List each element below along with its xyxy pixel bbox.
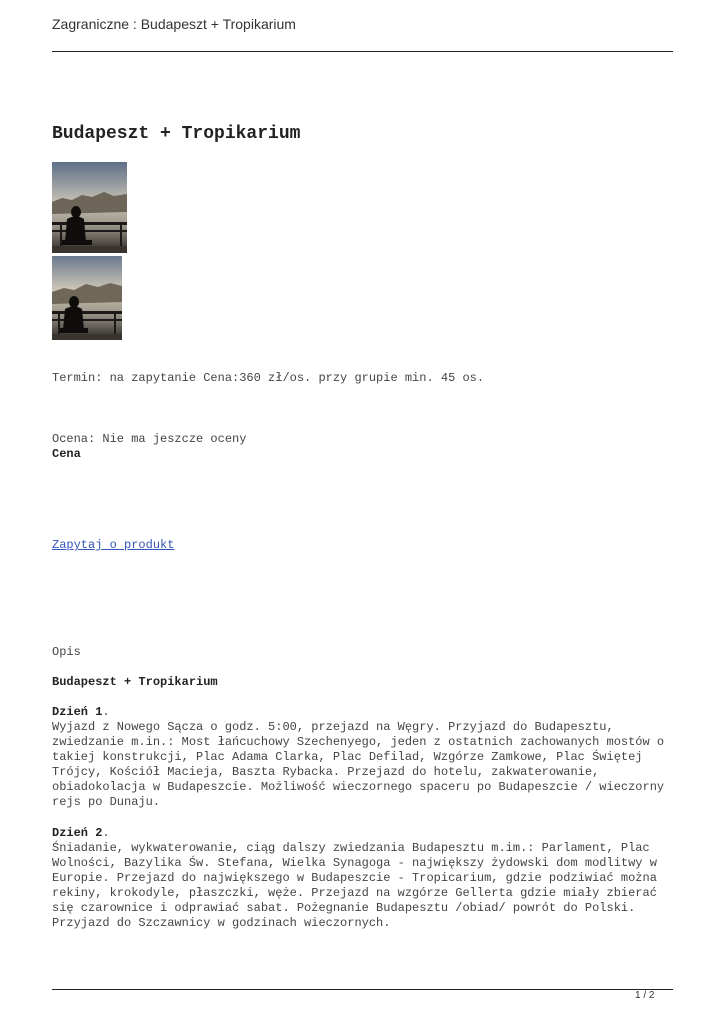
day-1-section: Dzień 1. Wyjazd z Nowego Sącza o godz. 5:00, przejazd na Węgry. Przyjazd do Budapesztu, zwiedzanie m.in.: Most łańcuchowy Szechenyego, jeden z ostatnich zachowanych mostów o takiej konstrukcji, Plac Adama Clarka, Plac Defilad, Wzgórze Zamkowe, Plac Świętej Trójcy, Kościół Macieja, Baszta Rybacka. Przejazd do hotelu, zakwaterowanie, obiadokolacja w Budapeszcie. Możliwość wieczornego spaceru po Budapeszcie / wieczorny rejs po Dunaju. [52,705,677,810]
ask-about-product-link[interactable]: Zapytaj o produkt [52,538,175,552]
term-and-price-line: Termin: na zapytanie Cena:360 zł/os. przy grupie min. 45 os. [52,371,485,385]
page-title: Budapeszt + Tropikarium [52,124,301,144]
product-photo-1[interactable] [52,162,127,253]
day-2-text: Śniadanie, wykwaterowanie, ciąg dalszy zwiedzania Budapesztu m.im.: Parlament, Plac Wolności, Bazylika Św. Stefana, Wielka Synagoga - największy żydowski dom modlitwy w Europie. Przejazd do największego w Budapeszcie - Tropicarium, gdzie podziwiać można rekiny, krokodyle, płaszczki, węże. Przejazd na wzgórze Gellerta gdzie miały zbierać się czarownice i odprawiać sabat. Pożegnanie Budapesztu /obiad/ powrót do Polski. Przyjazd do Szczawnicy w godzinach wieczornych. [52,841,657,930]
day-2-heading: Dzień 2 [52,826,103,840]
header-divider [52,51,673,52]
product-photo-2[interactable] [52,256,122,340]
day-1-heading: Dzień 1 [52,705,103,719]
day-2-section: Dzień 2. Śniadanie, wykwaterowanie, ciąg dalszy zwiedzania Budapesztu m.im.: Parlament, Plac Wolności, Bazylika Św. Stefana, Wielka Synagoga - największy żydowski dom modlitwy w Europie. Przejazd do największego w Budapeszcie - Tropicarium, gdzie podziwiać można rekiny, krokodyle, płaszczki, węże. Przejazd na wzgórze Gellerta gdzie miały zbierać się czarownice i odprawiać sabat. Pożegnanie Budapesztu /obiad/ powrót do Polski. Przyjazd do Szczawnicy w godzinach wieczornych. [52,826,677,931]
page-number: 1 / 2 [635,990,655,1001]
price-label: Cena [52,447,81,461]
description-label: Opis [52,645,81,659]
rating-text: Ocena: Nie ma jeszcze oceny [52,432,247,446]
footer-divider [52,989,673,990]
document-header-title: Zagraniczne : Budapeszt + Tropikarium [52,16,296,32]
day-1-text: Wyjazd z Nowego Sącza o godz. 5:00, przejazd na Węgry. Przyjazd do Budapesztu, zwiedzanie m.in.: Most łańcuchowy Szechenyego, jeden z ostatnich zachowanych mostów o takiej konstrukcji, Plac Adama Clarka, Plac Defilad, Wzgórze Zamkowe, Plac Świętej Trójcy, Kościół Macieja, Baszta Rybacka. Przejazd do hotelu, zakwaterowanie, obiadokolacja w Budapeszcie. Możliwość wieczornego spaceru po Budapeszcie / wieczorny rejs po Dunaju. [52,720,665,809]
description-subtitle: Budapeszt + Tropikarium [52,675,218,689]
